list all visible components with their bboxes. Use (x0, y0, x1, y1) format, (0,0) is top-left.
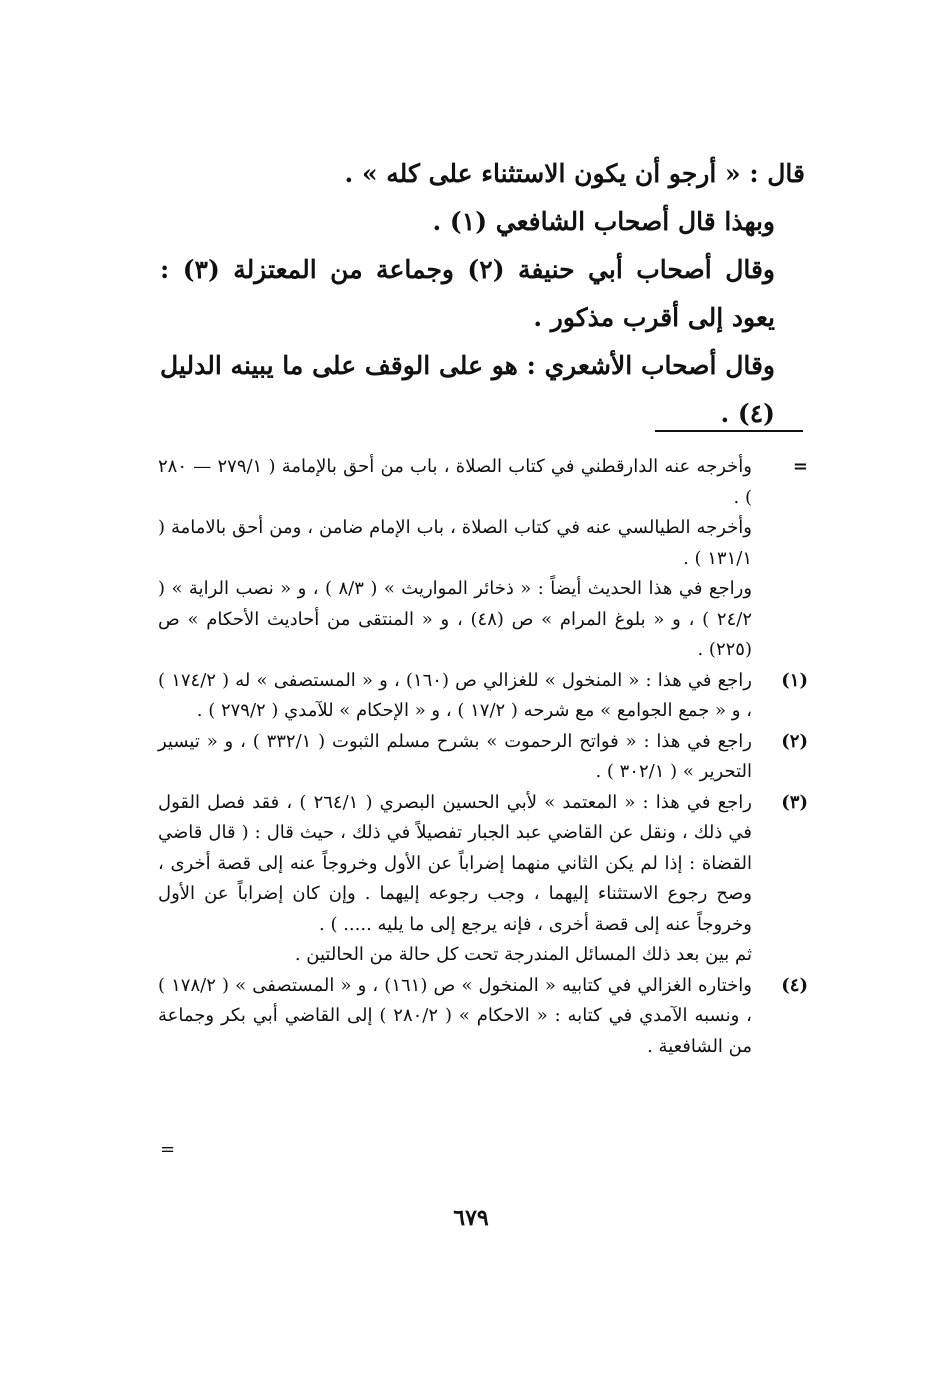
footnote-line: راجع في هذا : « المنخول » للغزالي ص (١٦٠) ، و « المستصفى » له ( ١٧٤/٢ ) ، و « جمع الجوامع » مع شرحه ( ١٧/٢ ) ، و « الإحكام » للآمدي ( ٢٧٩/٢ ) . (158, 669, 753, 721)
footnote-marker: (٢) (781, 730, 808, 752)
footnote-3 (158, 788, 808, 971)
footnote-line: راجع في هذا : « فواتح الرحموت » بشرح مسلم الثبوت ( ٣٣٢/١ ) ، و « تيسير التحرير » ( ٣٠٢/١ ) . (158, 730, 752, 782)
footnote-separator (655, 430, 803, 432)
footnote-2 (158, 727, 808, 788)
page-number: ٦٧٩ (453, 1205, 489, 1231)
footnote-line: ثم بين بعد ذلك المسائل المندرجة تحت كل حالة من الحالتين . (294, 944, 752, 965)
footnotes (158, 452, 808, 1062)
footnote-body (158, 727, 752, 788)
footnote-line: وأخرجه عنه الدارقطني في كتاب الصلاة ، باب من أحق بالإمامة ( ٢٧٩/١ — ٢٨٠ ) . (158, 456, 752, 508)
footnote-line: راجع في هذا : « المعتمد » لأبي الحسين البصري ( ٢٦٤/١ ) ، فقد فصل القول في ذلك ، ونقل عن القاضي عبد الجبار تفصيلاً في ذلك ، حيث قال : ( قال قاضي القضاة : إذا لم يكن الثاني منهما إضراباً عن الأول وخروجاً عنه إلى قصة أخرى ، وصح رجوع الاستثناء إليهما ، وجب رجوعه إليهما . وإن كان إضراباً عن الأول وخروجاً عنه إلى قصة أخرى ، فإنه يرجع إلى ما يليه ..... ) . (158, 791, 752, 935)
footnote-marker: (١) (781, 669, 808, 691)
main-paragraph-4: وقال أصحاب الأشعري : هو على الوقف على ما يبينه الدليل (٤) . (160, 351, 775, 428)
footnote-body (158, 666, 752, 727)
footnote-line: وأخرجه الطيالسي عنه في كتاب الصلاة ، باب الإمام ضامن ، ومن أحق بالامامة ( ١٣١/١ ) . (158, 517, 752, 569)
main-paragraph-2: وبهذا قال أصحاب الشافعي (١) . (432, 207, 775, 236)
footnote-1 (158, 666, 808, 727)
continuation-mark: = (160, 1139, 176, 1160)
footnote-line: واختاره الغزالي في كتابيه « المنخول » ص (١٦١) ، و « المستصفى » ( ١٧٨/٢ ) ، ونسبه الآمدي في كتابه : « الاحكام » ( ٢٨٠/٢ ) إلى القاضي أبي بكر وجماعة من الشافعية . (158, 974, 752, 1057)
footnote-body (158, 452, 752, 666)
footnote-body (158, 788, 752, 971)
footnote-marker: = (792, 456, 808, 477)
main-paragraph-1: قال : « أرجو أن يكون الاستثناء على كله » . (344, 159, 805, 188)
footnote-continued (158, 452, 808, 666)
footnote-marker: (٣) (781, 791, 808, 813)
footnote-marker: (٤) (781, 974, 808, 996)
main-paragraph-3: وقال أصحاب أبي حنيفة (٢) وجماعة من المعتزلة (٣) : يعود إلى أقرب مذكور . (160, 255, 775, 332)
main-text (160, 150, 805, 438)
footnote-4 (158, 971, 808, 1063)
footnote-line: وراجع في هذا الحديث أيضاً : « ذخائر المواريث » ( ٨/٣ ) ، و « نصب الراية » ( ٢٤/٢ ) ، و « بلوغ المرام » ص (٤٨) ، و « المنتقى من أحاديث الأحكام » ص (٢٢٥) . (158, 578, 753, 660)
footnote-body (158, 971, 752, 1063)
